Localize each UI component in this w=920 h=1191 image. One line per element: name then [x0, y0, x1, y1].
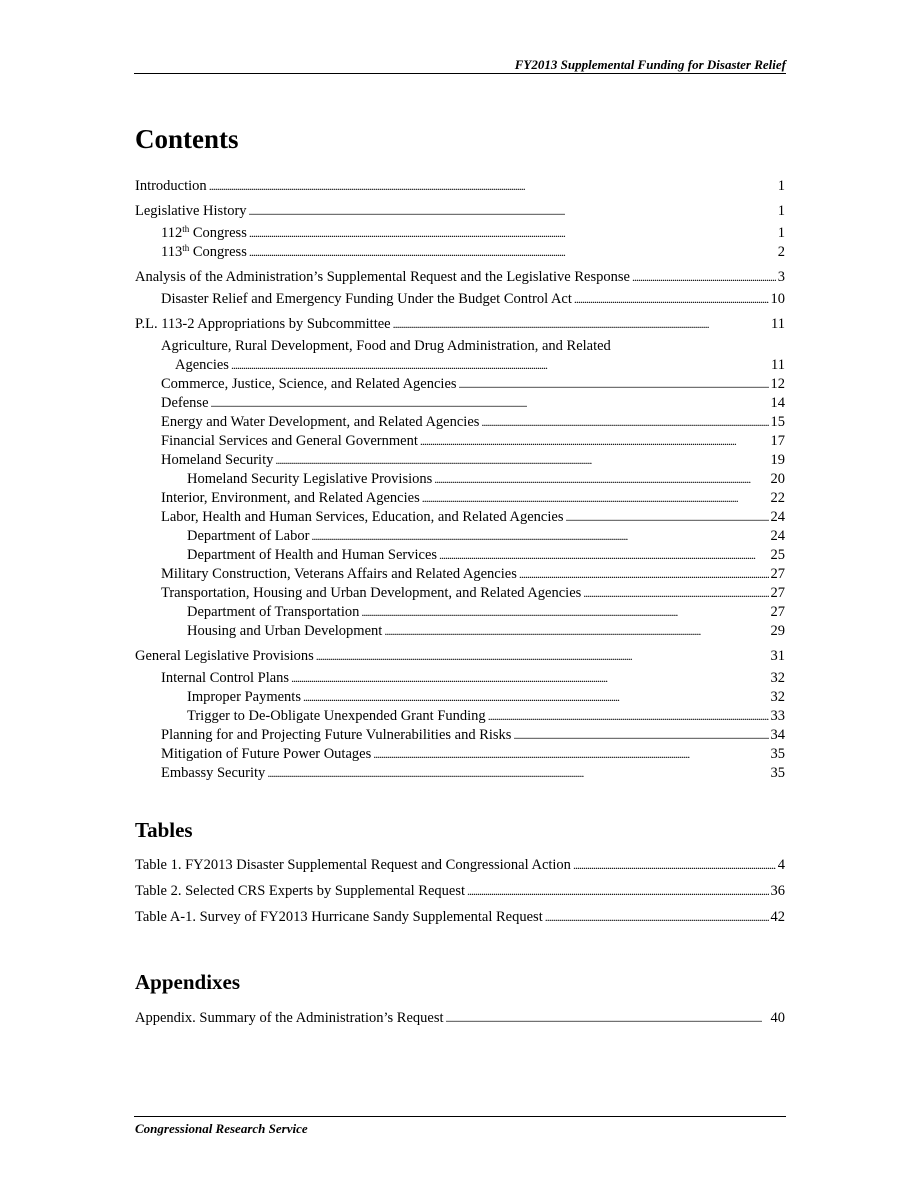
toc-entry-page: 11: [771, 316, 785, 332]
toc-entry-title: Legislative History: [135, 203, 247, 219]
toc-dot-leader: [574, 290, 769, 309]
toc-entry[interactable]: [135, 546, 785, 565]
toc-entry[interactable]: [135, 489, 785, 508]
toc-entry[interactable]: [135, 224, 785, 243]
toc-entry[interactable]: [135, 315, 785, 334]
toc-entry-title: Improper Payments: [187, 689, 301, 705]
toc-entry[interactable]: [135, 527, 785, 546]
contents-heading: Contents: [135, 124, 239, 154]
toc-entry[interactable]: [135, 707, 785, 726]
toc-entry-page: 27: [770, 585, 785, 601]
toc-entry-title: Interior, Environment, and Related Agencies: [161, 490, 420, 506]
toc-entry[interactable]: [135, 584, 785, 603]
toc-dot-leader: [249, 202, 776, 221]
toc-dot-leader: [373, 745, 768, 764]
toc-entry-title: Energy and Water Development, and Related Agencies: [161, 414, 480, 430]
toc-entry-page: 27: [770, 566, 785, 582]
toc-dot-leader: [249, 243, 776, 262]
toc-entry-title: 112th Congress: [161, 224, 247, 241]
header-rule: [134, 73, 786, 74]
toc-entry[interactable]: [135, 745, 785, 764]
toc-entry-title: Labor, Health and Human Services, Education, and Related Agencies: [161, 509, 564, 525]
toc-dot-leader: [434, 470, 768, 489]
toc-entry-title: Financial Services and General Government: [161, 433, 418, 449]
toc-entry-title: Disaster Relief and Emergency Funding Under the Budget Control Act: [161, 291, 572, 307]
toc-dot-leader: [275, 451, 768, 470]
toc-entry-page: 36: [770, 883, 785, 899]
toc-dot-leader: [459, 375, 769, 394]
toc-entry-title: Trigger to De-Obligate Unexpended Grant Funding: [187, 708, 486, 724]
toc-entry-page: 35: [770, 765, 785, 781]
toc-entry-page: 40: [770, 1010, 785, 1026]
toc-entry-title: Analysis of the Administration’s Supplemental Request and the Legislative Response: [135, 269, 630, 285]
superscript: th: [182, 243, 190, 253]
toc-dot-leader: [565, 508, 768, 527]
contents-list: [135, 177, 785, 783]
toc-entry[interactable]: [135, 908, 785, 927]
toc-entry[interactable]: [135, 177, 785, 196]
toc-entry-title: Homeland Security Legislative Provisions: [187, 471, 433, 487]
toc-dot-leader: [446, 1009, 769, 1028]
toc-entry-page: 24: [770, 509, 785, 525]
tables-list: [135, 856, 785, 927]
toc-entry-title: Mitigation of Future Power Outages: [161, 746, 372, 762]
toc-entry-title: Homeland Security: [161, 452, 274, 468]
toc-dot-leader: [316, 647, 769, 666]
toc-dot-leader: [422, 489, 769, 508]
toc-entry-title: Appendix. Summary of the Administration’s Request: [135, 1010, 444, 1026]
toc-entry-page: 1: [777, 225, 785, 241]
toc-entry[interactable]: [135, 394, 785, 413]
toc-entry[interactable]: [135, 882, 785, 901]
toc-entry-title: General Legislative Provisions: [135, 648, 314, 664]
toc-entry-page: 42: [770, 909, 785, 925]
toc-entry[interactable]: [135, 688, 785, 707]
toc-entry-page: 4: [777, 857, 785, 873]
toc-entry-page: 25: [770, 547, 785, 563]
toc-dot-leader: [583, 584, 768, 603]
toc-entry-page: 15: [770, 414, 785, 430]
toc-entry[interactable]: [135, 356, 785, 375]
toc-dot-leader: [420, 432, 769, 451]
toc-dot-leader: [632, 268, 776, 287]
toc-entry-title: Transportation, Housing and Urban Development, and Related Agencies: [161, 585, 582, 601]
toc-entry-page: 19: [770, 452, 785, 468]
toc-dot-leader: [249, 224, 776, 243]
toc-entry-page: 31: [770, 648, 785, 664]
toc-entry-title: Embassy Security: [161, 765, 266, 781]
tables-heading: Tables: [135, 818, 193, 842]
toc-dot-leader: [519, 565, 769, 584]
toc-dot-leader: [303, 688, 769, 707]
toc-entry-title: Department of Transportation: [187, 604, 360, 620]
toc-entry[interactable]: [135, 669, 785, 688]
superscript: th: [182, 224, 190, 234]
toc-entry-page: 34: [770, 727, 785, 743]
toc-entry[interactable]: [135, 1009, 785, 1028]
toc-entry[interactable]: [135, 508, 785, 527]
toc-entry[interactable]: [135, 565, 785, 584]
toc-dot-leader: [291, 669, 768, 688]
toc-entry-title: 113th Congress: [161, 243, 247, 260]
toc-entry-page: 33: [770, 708, 785, 724]
toc-entry-page: 12: [770, 376, 785, 392]
toc-entry-title: P.L. 113-2 Appropriations by Subcommittee: [135, 316, 391, 332]
toc-entry-title: Table 2. Selected CRS Experts by Supplemental Request: [135, 883, 466, 899]
toc-entry[interactable]: [135, 413, 785, 432]
toc-entry-title: Defense: [161, 395, 209, 411]
toc-entry-title: Military Construction, Veterans Affairs and Related Agencies: [161, 566, 517, 582]
toc-entry-page: 17: [770, 433, 785, 449]
toc-entry-page: 1: [777, 203, 785, 219]
running-header-title: FY2013 Supplemental Funding for Disaster Relief: [514, 57, 786, 72]
toc-dot-leader: [361, 603, 768, 622]
toc-dot-leader: [573, 856, 776, 875]
appendixes-heading: Appendixes: [135, 970, 241, 994]
toc-dot-leader: [231, 356, 769, 375]
toc-entry-page: 3: [777, 269, 785, 285]
toc-entry[interactable]: [135, 622, 785, 641]
toc-entry[interactable]: [135, 375, 785, 394]
toc-entry[interactable]: [135, 243, 785, 262]
toc-entry-title: Table A-1. Survey of FY2013 Hurricane Sandy Supplemental Request: [135, 909, 543, 925]
toc-dot-leader: [209, 177, 776, 196]
toc-entry-page: 35: [770, 746, 785, 762]
toc-dot-leader: [211, 394, 769, 413]
toc-dot-leader: [267, 764, 768, 783]
toc-entry[interactable]: [135, 290, 785, 309]
toc-entry[interactable]: [135, 202, 785, 221]
toc-entry-title: Internal Control Plans: [161, 670, 290, 686]
toc-entry[interactable]: [135, 268, 785, 287]
toc-dot-leader: [384, 622, 768, 641]
toc-entry-title: Introduction: [135, 178, 207, 194]
toc-entry[interactable]: [135, 764, 785, 783]
toc-entry-page: 22: [770, 490, 785, 506]
toc-entry[interactable]: [135, 603, 785, 622]
toc-dot-leader: [311, 527, 768, 546]
toc-entry-page: 20: [770, 471, 785, 487]
toc-entry-page: 24: [770, 528, 785, 544]
toc-entry-page: 11: [771, 357, 785, 373]
toc-dot-leader: [488, 707, 769, 726]
toc-entry-page: 27: [770, 604, 785, 620]
toc-entry-page: 1: [777, 178, 785, 194]
toc-entry-page: 2: [777, 244, 785, 260]
toc-dot-leader: [439, 546, 768, 565]
toc-entry-title: Department of Health and Human Services: [187, 547, 438, 563]
toc-entry-page: 32: [770, 689, 785, 705]
toc-entry[interactable]: [135, 470, 785, 489]
toc-entry-page: 10: [770, 291, 785, 307]
toc-entry-title: Agencies: [175, 357, 229, 373]
toc-entry-line[interactable]: [135, 337, 785, 356]
toc-dot-leader: [481, 413, 768, 432]
toc-entry-title: Agriculture, Rural Development, Food and Drug Administration, and Related: [161, 338, 611, 354]
toc-entry-title: Table 1. FY2013 Disaster Supplemental Request and Congressional Action: [135, 857, 571, 873]
toc-entry-title: Commerce, Justice, Science, and Related Agencies: [161, 376, 457, 392]
toc-dot-leader: [393, 315, 769, 334]
toc-entry[interactable]: [135, 432, 785, 451]
appendixes-list: [135, 1009, 785, 1028]
footer-rule: [134, 1116, 786, 1117]
toc-entry-page: 14: [770, 395, 785, 411]
toc-entry-title: Housing and Urban Development: [187, 623, 383, 639]
toc-entry-title: Planning for and Projecting Future Vulnerabilities and Risks: [161, 727, 512, 743]
toc-entry[interactable]: [135, 856, 785, 875]
toc-dot-leader: [467, 882, 768, 901]
footer-text: Congressional Research Service: [135, 1121, 308, 1136]
toc-entry[interactable]: [135, 726, 785, 745]
toc-entry[interactable]: [135, 451, 785, 470]
toc-entry[interactable]: [135, 647, 785, 666]
toc-dot-leader: [545, 908, 769, 927]
toc-entry-page: 32: [770, 670, 785, 686]
toc-dot-leader: [513, 726, 768, 745]
toc-entry-title: Department of Labor: [187, 528, 310, 544]
toc-entry-page: 29: [770, 623, 785, 639]
